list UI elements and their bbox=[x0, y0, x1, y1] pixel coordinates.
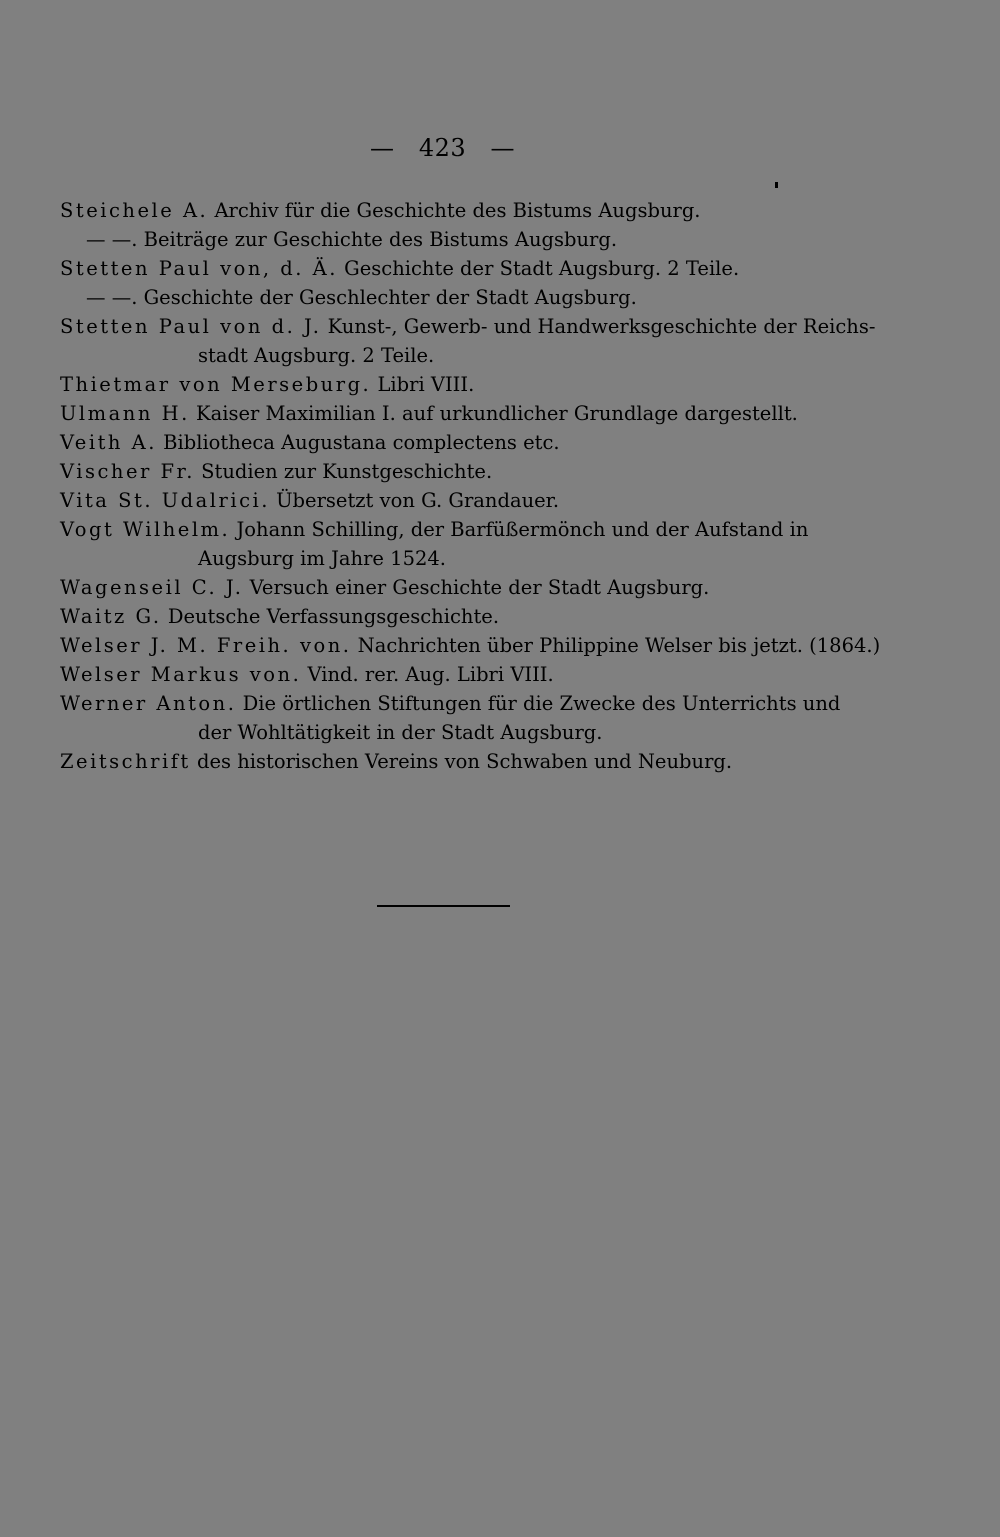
entry-author: Stetten Paul von, d. Ä. bbox=[60, 257, 338, 280]
entry-title: Studien zur Kunstgeschichte. bbox=[201, 460, 493, 483]
entry-author: Steichele A. bbox=[60, 199, 209, 222]
end-rule bbox=[377, 905, 510, 907]
bibliography-entry bbox=[60, 602, 840, 631]
entry-author: Vita St. Udalrici. bbox=[60, 489, 270, 512]
entry-title: Übersetzt von G. Grandauer. bbox=[276, 489, 560, 512]
entry-author: Ulmann H. bbox=[60, 402, 190, 425]
entry-author: Stetten Paul von d. J. bbox=[60, 315, 322, 338]
entry-author: Welser J. M. Freih. von. bbox=[60, 634, 352, 657]
entry-title: Bibliotheca Augustana complectens etc. bbox=[163, 431, 560, 454]
entry-continuation: Augsburg im Jahre 1524. bbox=[198, 547, 446, 570]
bibliography-entry bbox=[60, 225, 840, 254]
bibliography-entry bbox=[60, 283, 840, 312]
entry-title: Kaiser Maximilian I. auf urkundlicher Grundlage dargestellt. bbox=[196, 402, 798, 425]
entry-author: — —. bbox=[86, 228, 138, 251]
bibliography-entry bbox=[60, 573, 840, 602]
bibliography-list bbox=[60, 196, 881, 776]
entry-continuation: der Wohltätigkeit in der Stadt Augsburg. bbox=[198, 721, 603, 744]
entry-author: — —. bbox=[86, 286, 138, 309]
entry-author: Veith A. bbox=[60, 431, 157, 454]
entry-title: Vind. rer. Aug. Libri VIII. bbox=[307, 663, 554, 686]
entry-title: Beiträge zur Geschichte des Bistums Augsburg. bbox=[143, 228, 618, 251]
entry-author: Welser Markus von. bbox=[60, 663, 302, 686]
entry-author: Thietmar von Merseburg. bbox=[60, 373, 372, 396]
bibliography-entry bbox=[60, 428, 840, 457]
entry-author: Zeitschrift bbox=[60, 750, 191, 773]
entry-title: Johann Schilling, der Barfüßermönch und der Aufstand in bbox=[236, 518, 809, 541]
bibliography-entry bbox=[60, 312, 876, 370]
bibliography-entry bbox=[60, 399, 840, 428]
entry-title: Libri VIII. bbox=[377, 373, 475, 396]
entry-title: Nachrichten über Philippine Welser bis jetzt. (1864.) bbox=[357, 634, 881, 657]
entry-title: Geschichte der Stadt Augsburg. 2 Teile. bbox=[344, 257, 740, 280]
entry-author: Werner Anton. bbox=[60, 692, 237, 715]
entry-title: Geschichte der Geschlechter der Stadt Augsburg. bbox=[143, 286, 637, 309]
entry-title: Kunst-, Gewerb- und Handwerksgeschichte der Reichs- bbox=[327, 315, 876, 338]
entry-continuation: stadt Augsburg. 2 Teile. bbox=[198, 344, 435, 367]
entry-author: Wagenseil C. J. bbox=[60, 576, 244, 599]
bibliography-entry bbox=[60, 515, 840, 573]
entry-title: Die örtlichen Stiftungen für die Zwecke des Unterrichts und bbox=[242, 692, 841, 715]
bibliography-entry bbox=[60, 457, 840, 486]
bibliography-entry bbox=[60, 254, 840, 283]
entry-title: Deutsche Verfassungsgeschichte. bbox=[167, 605, 500, 628]
bibliography-entry bbox=[60, 689, 840, 747]
bibliography-entry bbox=[60, 370, 840, 399]
entry-title: des historischen Vereins von Schwaben und Neuburg. bbox=[196, 750, 733, 773]
bibliography-entry bbox=[60, 660, 840, 689]
bibliography-entry bbox=[60, 631, 881, 660]
bibliography-entry bbox=[60, 486, 840, 515]
entry-title: Versuch einer Geschichte der Stadt Augsburg. bbox=[249, 576, 710, 599]
margin-mark bbox=[775, 182, 778, 188]
entry-author: Vischer Fr. bbox=[60, 460, 195, 483]
bibliography-entry bbox=[60, 747, 840, 776]
page-number: — 423 — bbox=[369, 134, 516, 162]
bibliography-entry bbox=[60, 196, 840, 225]
entry-author: Waitz G. bbox=[60, 605, 162, 628]
entry-author: Vogt Wilhelm. bbox=[60, 518, 231, 541]
entry-title: Archiv für die Geschichte des Bistums Augsburg. bbox=[214, 199, 701, 222]
